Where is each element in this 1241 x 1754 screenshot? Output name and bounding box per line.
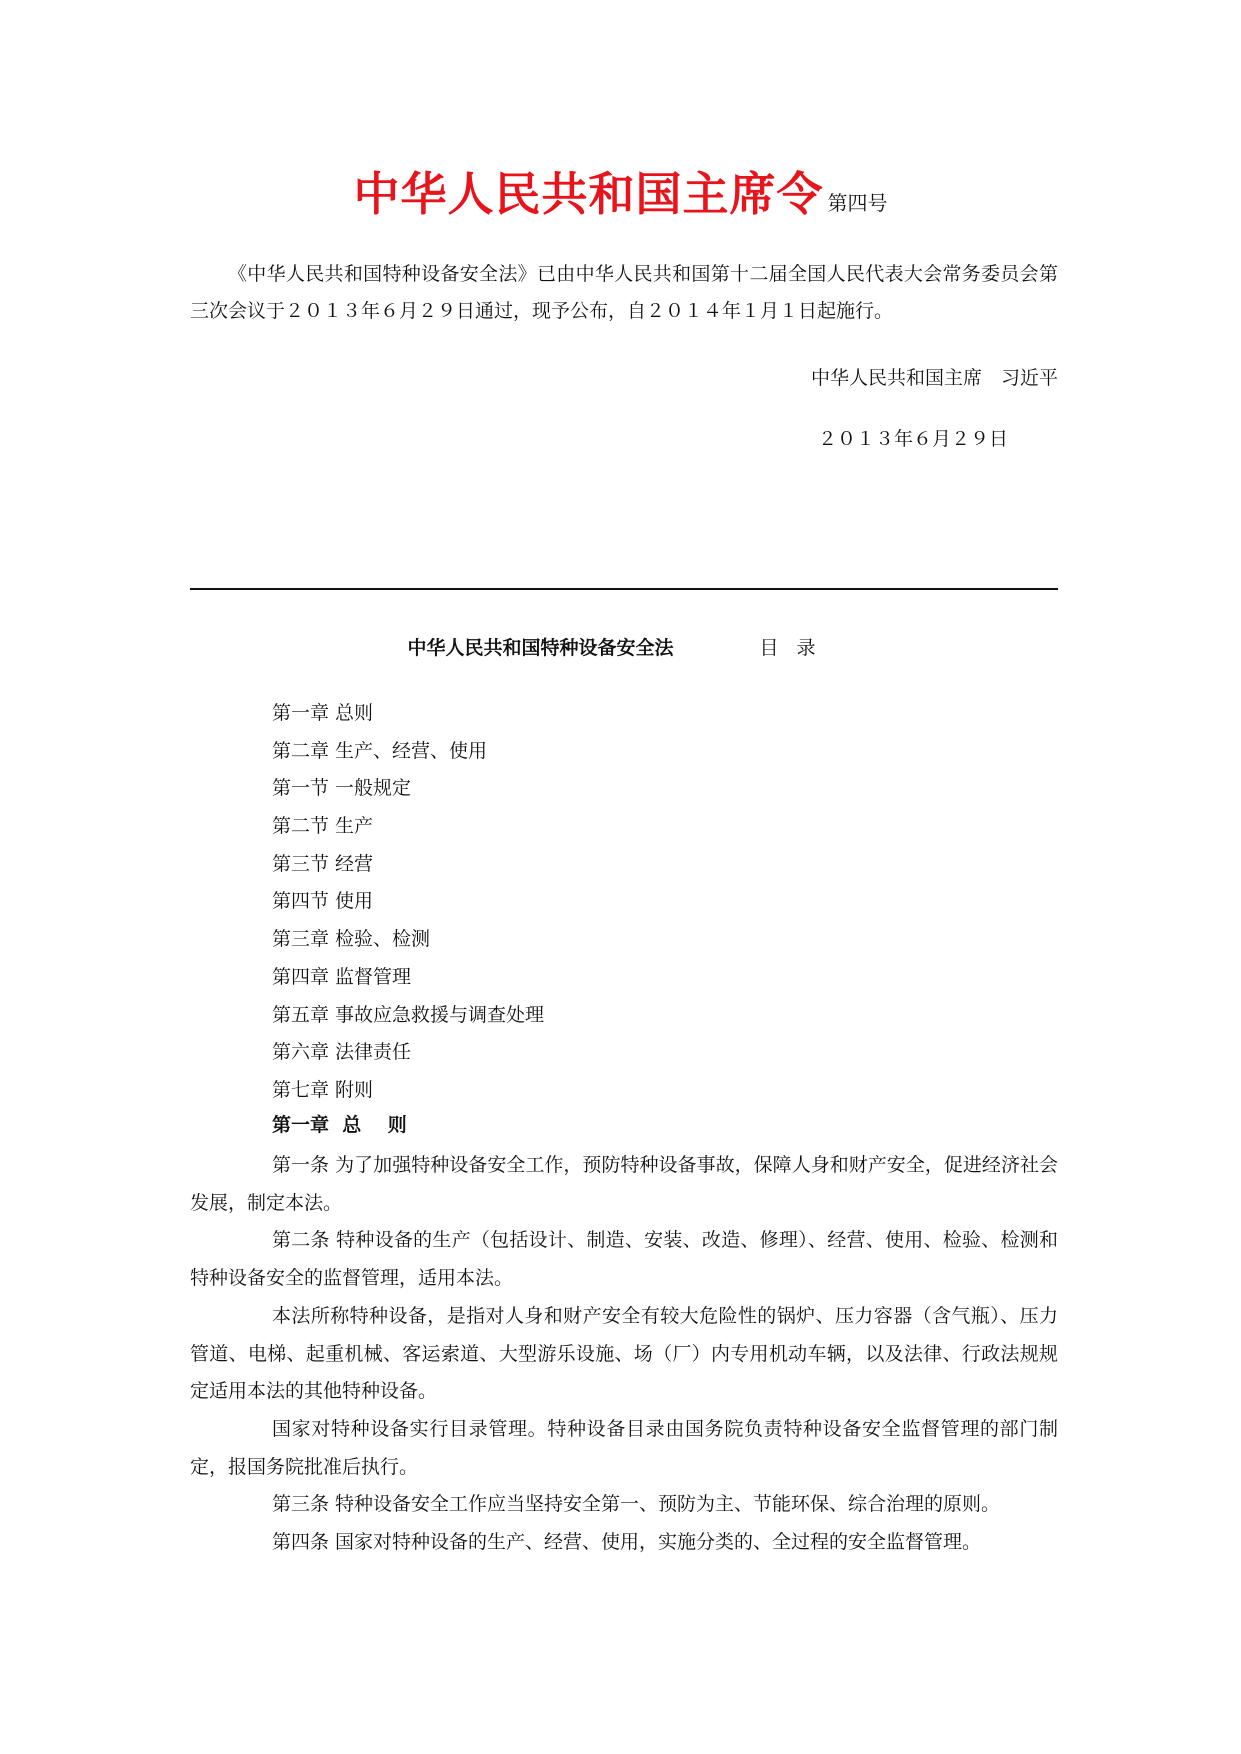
article-paragraph: 第一条 为了加强特种设备安全工作，预防特种设备事故，保障人身和财产安全，促进经济社会发展，制定本法。 <box>190 1154 1058 1214</box>
law-heading <box>0 633 1241 660</box>
announcement-paragraph: 《中华人民共和国特种设备安全法》已由中华人民共和国第十二届全国人民代表大会常务委员会第三次会议于２０１３年６月２９日通过，现予公布，自２０１４年１月１日起施行。 <box>190 263 1058 322</box>
decree-title-text: 中华人民共和国主席令 <box>353 167 824 221</box>
toc-item: 第一章 总则 <box>272 702 374 724</box>
decree-date: ２０１３年６月２９日 <box>817 428 1008 450</box>
toc-item: 第七章 附则 <box>272 1078 374 1101</box>
toc-item: 第二节 生产 <box>272 815 374 838</box>
table-of-contents <box>272 695 544 1110</box>
law-name: 中华人民共和国特种设备安全法 <box>407 637 674 659</box>
toc-item: 第六章 法律责任 <box>272 1041 412 1064</box>
decree-title <box>0 158 1241 224</box>
decree-number: 第四号 <box>827 191 888 215</box>
article-paragraph: 第三条 特种设备安全工作应当坚持安全第一、预防为主、节能环保、综合治理的原则。 <box>272 1493 1001 1516</box>
toc-item: 第二章 生产、经营、使用 <box>272 739 488 762</box>
article-paragraph: 第四条 国家对特种设备的生产、经营、使用，实施分类的、全过程的安全监督管理。 <box>272 1531 982 1554</box>
toc-item: 第四节 使用 <box>272 890 374 913</box>
chapter-heading: 第一章 总 则 <box>272 1114 407 1136</box>
article-paragraph: 国家对特种设备实行目录管理。特种设备目录由国务院负责特种设备安全监督管理的部门制定，报国务院批准后执行。 <box>190 1417 1058 1478</box>
article-paragraph: 第二条 特种设备的生产（包括设计、制造、安装、改造、修理）、经营、使用、检验、检测和特种设备安全的监督管理，适用本法。 <box>190 1229 1058 1290</box>
toc-item: 第五章 事故应急救援与调查处理 <box>272 1003 545 1026</box>
section-divider <box>190 588 1058 590</box>
toc-item: 第三章 检验、检测 <box>272 928 431 951</box>
signatory-line: 中华人民共和国主席 习近平 <box>810 367 1058 389</box>
chapter-body <box>190 1147 1058 1562</box>
toc-item: 第四章 监督管理 <box>272 965 412 988</box>
toc-label: 目录 <box>759 637 834 659</box>
article-paragraph: 本法所称特种设备，是指对人身和财产安全有较大危险性的锅炉、压力容器（含气瓶）、压力管道、电梯、起重机械、客运索道、大型游乐设施、场（厂）内专用机动车辆，以及法律、行政法规规定适用本法的其他特种设备。 <box>190 1304 1058 1403</box>
toc-item: 第三节 经营 <box>272 852 374 875</box>
toc-item: 第一节 一般规定 <box>272 777 412 800</box>
